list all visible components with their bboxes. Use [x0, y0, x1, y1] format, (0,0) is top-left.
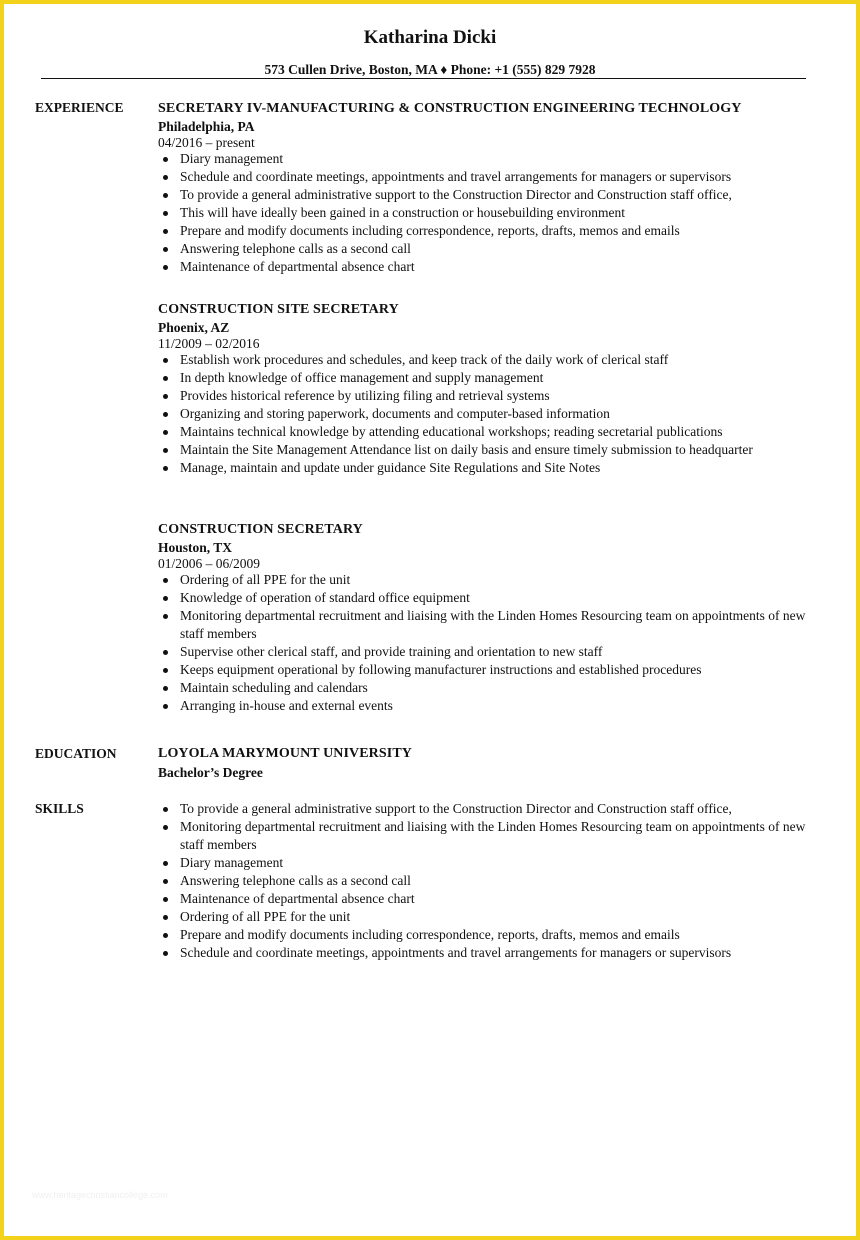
- degree: Bachelor’s Degree: [158, 765, 263, 780]
- list-item: Diary management: [158, 150, 818, 168]
- skills-block: [158, 800, 818, 962]
- job-entry: [158, 100, 818, 276]
- job-entry: [158, 521, 818, 715]
- job-duties-list: [158, 351, 818, 477]
- job-dates: 01/2006 – 06/2009: [158, 556, 261, 571]
- list-item: Arranging in-house and external events: [158, 697, 818, 715]
- list-item: This will have ideally been gained in a construction or housebuilding environment: [158, 204, 818, 222]
- job-location: Houston, TX: [158, 540, 233, 555]
- list-item: Monitoring departmental recruitment and liaising with the Linden Homes Resourcing team on appointments of new staff members: [158, 818, 818, 854]
- list-item: Schedule and coordinate meetings, appointments and travel arrangements for managers or supervisors: [158, 944, 818, 962]
- list-item: Ordering of all PPE for the unit: [158, 908, 818, 926]
- skills-list: [158, 800, 818, 962]
- section-label-skills: SKILLS: [35, 801, 84, 816]
- list-item: Schedule and coordinate meetings, appointments and travel arrangements for managers or supervisors: [158, 168, 818, 186]
- list-item: Prepare and modify documents including correspondence, reports, drafts, memos and emails: [158, 926, 818, 944]
- job-location: Phoenix, AZ: [158, 320, 230, 335]
- header-divider: [41, 78, 806, 79]
- section-label-experience: EXPERIENCE: [35, 100, 124, 115]
- list-item: Maintain scheduling and calendars: [158, 679, 818, 697]
- job-duties-list: [158, 150, 818, 276]
- job-title: CONSTRUCTION SECRETARY: [158, 522, 363, 537]
- job-dates: 04/2016 – present: [158, 135, 255, 150]
- job-duties-list: [158, 571, 818, 715]
- candidate-name: Katharina Dicki: [363, 27, 497, 48]
- list-item: Keeps equipment operational by following manufacturer instructions and established procedures: [158, 661, 818, 679]
- resume-page: [4, 4, 856, 1236]
- section-label-education: EDUCATION: [35, 746, 117, 761]
- list-item: Maintenance of departmental absence chart: [158, 258, 818, 276]
- contact-line: 573 Cullen Drive, Boston, MA ♦ Phone: +1 (555) 829 7928: [264, 62, 596, 77]
- job-title: SECRETARY IV-MANUFACTURING & CONSTRUCTION ENGINEERING TECHNOLOGY: [158, 101, 742, 116]
- list-item: Diary management: [158, 854, 818, 872]
- list-item: Manage, maintain and update under guidance Site Regulations and Site Notes: [158, 459, 818, 477]
- watermark: www.heritagechristiancollege.com: [32, 1190, 168, 1200]
- job-title: CONSTRUCTION SITE SECRETARY: [158, 302, 399, 317]
- job-location: Philadelphia, PA: [158, 119, 255, 134]
- education-entry: [158, 745, 818, 783]
- list-item: Supervise other clerical staff, and provide training and orientation to new staff: [158, 643, 818, 661]
- list-item: Provides historical reference by utilizing filing and retrieval systems: [158, 387, 818, 405]
- list-item: Ordering of all PPE for the unit: [158, 571, 818, 589]
- list-item: Maintain the Site Management Attendance list on daily basis and ensure timely submission to headquarter: [158, 441, 818, 459]
- list-item: Organizing and storing paperwork, documents and computer-based information: [158, 405, 818, 423]
- list-item: Answering telephone calls as a second call: [158, 240, 818, 258]
- list-item: Answering telephone calls as a second call: [158, 872, 818, 890]
- list-item: To provide a general administrative support to the Construction Director and Construction staff office,: [158, 186, 818, 204]
- list-item: In depth knowledge of office management and supply management: [158, 369, 818, 387]
- list-item: Knowledge of operation of standard office equipment: [158, 589, 818, 607]
- school-name: LOYOLA MARYMOUNT UNIVERSITY: [158, 746, 412, 761]
- list-item: Maintains technical knowledge by attending educational workshops; reading secretarial publications: [158, 423, 818, 441]
- job-entry: [158, 301, 818, 477]
- job-dates: 11/2009 – 02/2016: [158, 336, 260, 351]
- list-item: Monitoring departmental recruitment and liaising with the Linden Homes Resourcing team on appointments of new staff members: [158, 607, 818, 643]
- list-item: Prepare and modify documents including correspondence, reports, drafts, memos and emails: [158, 222, 818, 240]
- list-item: Establish work procedures and schedules, and keep track of the daily work of clerical staff: [158, 351, 818, 369]
- list-item: To provide a general administrative support to the Construction Director and Construction staff office,: [158, 800, 818, 818]
- list-item: Maintenance of departmental absence chart: [158, 890, 818, 908]
